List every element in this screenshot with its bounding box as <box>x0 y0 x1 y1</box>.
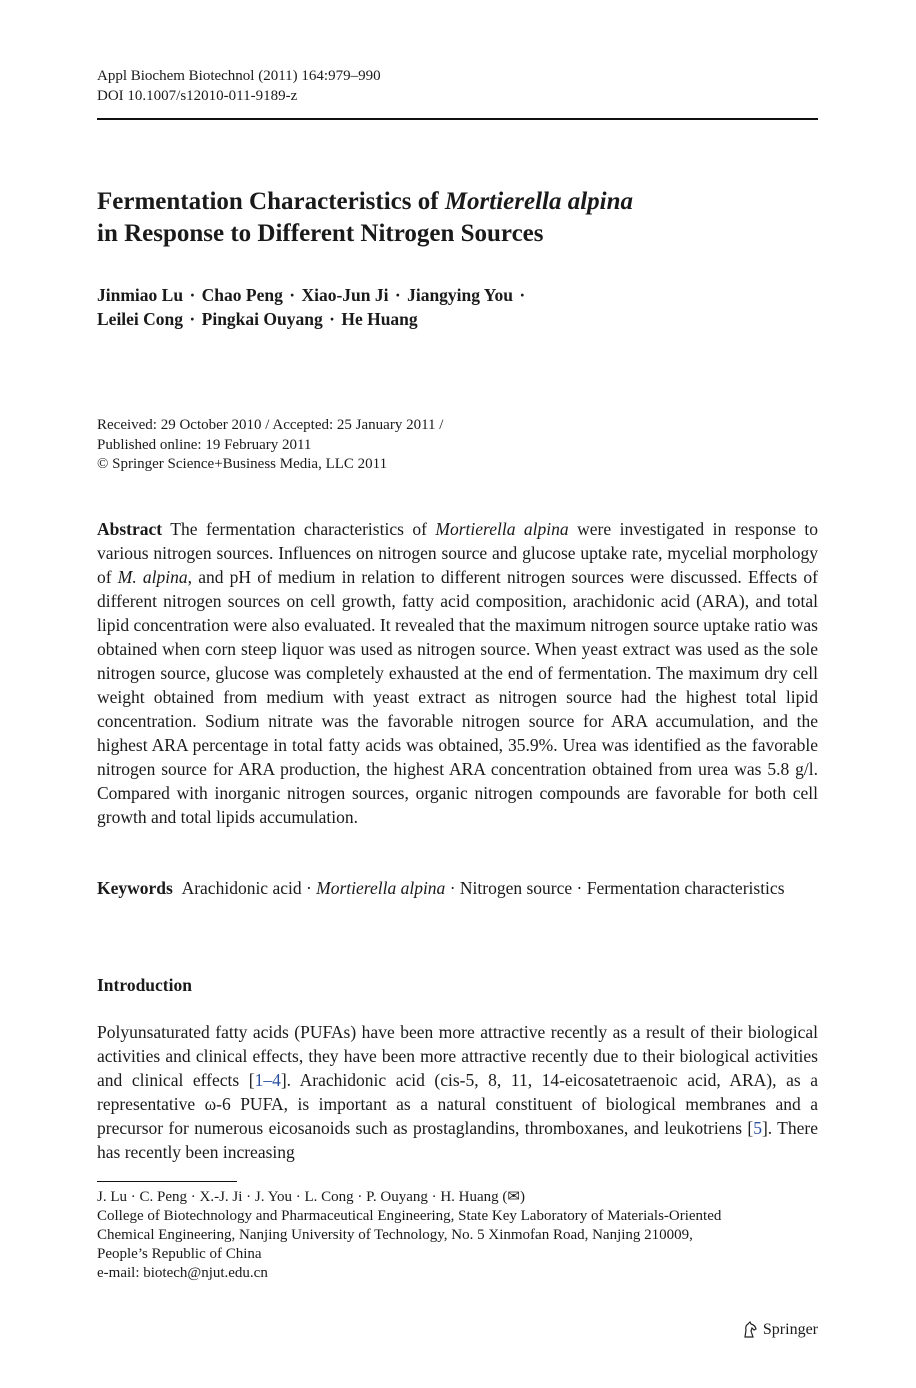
header-rule <box>97 118 818 120</box>
journal-citation: Appl Biochem Biotechnol (2011) 164:979–990 <box>97 68 381 84</box>
keyword: Arachidonic acid <box>181 878 302 898</box>
author-line-1: Jinmiao Lu · Chao Peng · Xiao-Jun Ji · Jiangying You · <box>97 285 526 305</box>
keywords-label: Keywords <box>97 878 173 898</box>
springer-horse-icon <box>741 1321 759 1339</box>
footnote-authors: J. Lu · C. Peng · X.-J. Ji · J. You · L. Cong · P. Ouyang · H. Huang (✉) <box>97 1189 525 1205</box>
publication-dates <box>97 416 818 475</box>
doi: DOI 10.1007/s12010-011-9189-z <box>97 88 298 104</box>
citation-link[interactable]: 5 <box>753 1118 762 1138</box>
keywords: Keywords Arachidonic acid · Mortierella alpina · Nitrogen source · Fermentation characteristics <box>97 878 785 898</box>
author: He Huang <box>341 309 418 329</box>
author: Xiao-Jun Ji <box>301 285 389 305</box>
publisher-logo <box>741 1320 818 1340</box>
species-name: Mortierella alpina <box>435 519 569 539</box>
journal-header <box>97 66 381 106</box>
section-heading-introduction: Introduction <box>97 975 192 995</box>
affiliation-line: People’s Republic of China <box>97 1246 262 1262</box>
affiliation-line: College of Biotechnology and Pharmaceutical Engineering, State Key Laboratory of Materials-Oriented <box>97 1208 722 1224</box>
title-part1: Fermentation Characteristics of <box>97 188 445 215</box>
received-accepted: Received: 29 October 2010 / Accepted: 25 January 2011 / <box>97 417 444 433</box>
affiliation-line: Chemical Engineering, Nanjing University of Technology, No. 5 Xinmofan Road, Nanjing 210009, <box>97 1227 693 1243</box>
abstract: Abstract The fermentation characteristics of Mortierella alpina were investigated in response to various nitrogen sources. Influences on nitrogen source and glucose uptake rate, mycelial morphology of M. alpina, and pH of medium in relation to different nitrogen sources were discussed. Effects of different nitrogen sources on cell growth, fatty acid composition, arachidonic acid (ARA), and total lipid concentration were also evaluated. It revealed that the maximum nitrogen source uptake ratio was obtained when corn steep liquor was used as nitrogen source. When yeast extract was used as the sole nitrogen source, glucose was completely exhausted at the end of fermentation. The maximum dry cell weight obtained from medium with yeast extract as nitrogen source had the highest total lipid concentration. Sodium nitrate was the favorable nitrogen source for ARA accumulation, and the highest ARA percentage in total fatty acids was obtained, 35.9%. Urea was identified as the favorable nitrogen source for ARA production, the highest ARA concentration obtained from urea was 5.8 g/l. Compared with inorganic nitrogen sources, organic nitrogen compounds are favorable for both cell growth and total lipids accumulation. <box>97 519 819 827</box>
author: Jinmiao Lu <box>97 285 184 305</box>
mail-icon: ✉ <box>507 1189 520 1205</box>
author-list <box>97 283 818 331</box>
introduction-paragraph: Polyunsaturated fatty acids (PUFAs) have been more attractive recently as a result of their biological activities and clinical effects, they have been more attractive recently due to their biological activities and clinical effects [1–4]. Arachidonic acid (cis-5, 8, 11, 14-eicosatetraenoic acid, ARA), as a representative ω-6 PUFA, is important as a natural constituent of biological membranes and a precursor for numerous eicosanoids such as prostaglandins, thromboxanes, and leukotriens [5]. There has recently been increasing <box>97 1022 818 1162</box>
title-species: Mortierella alpina <box>444 188 634 215</box>
author-line-2: Leilei Cong · Pingkai Ouyang · He Huang <box>97 309 418 329</box>
author: Leilei Cong <box>97 309 184 329</box>
keyword: Nitrogen source <box>459 878 573 898</box>
citation-link[interactable]: 1–4 <box>254 1070 281 1090</box>
keyword: Mortierella alpina <box>316 878 446 898</box>
paper-page <box>97 0 818 1388</box>
keyword: Fermentation characteristics <box>586 878 785 898</box>
article-title <box>97 186 818 250</box>
publisher-name: Springer <box>762 1321 818 1338</box>
author: Chao Peng <box>201 285 283 305</box>
copyright: © Springer Science+Business Media, LLC 2011 <box>97 456 388 472</box>
species-name: M. alpina <box>117 567 188 587</box>
author: Jiangying You <box>407 285 513 305</box>
published-online: Published online: 19 February 2011 <box>97 436 312 453</box>
author-footnote <box>97 1188 818 1283</box>
email: e-mail: biotech@njut.edu.cn <box>97 1265 268 1281</box>
author: Pingkai Ouyang <box>201 309 323 329</box>
abstract-label: Abstract <box>97 519 163 539</box>
footnote-rule <box>97 1181 237 1182</box>
title-part2: in Response to Different Nitrogen Sources <box>97 220 544 247</box>
